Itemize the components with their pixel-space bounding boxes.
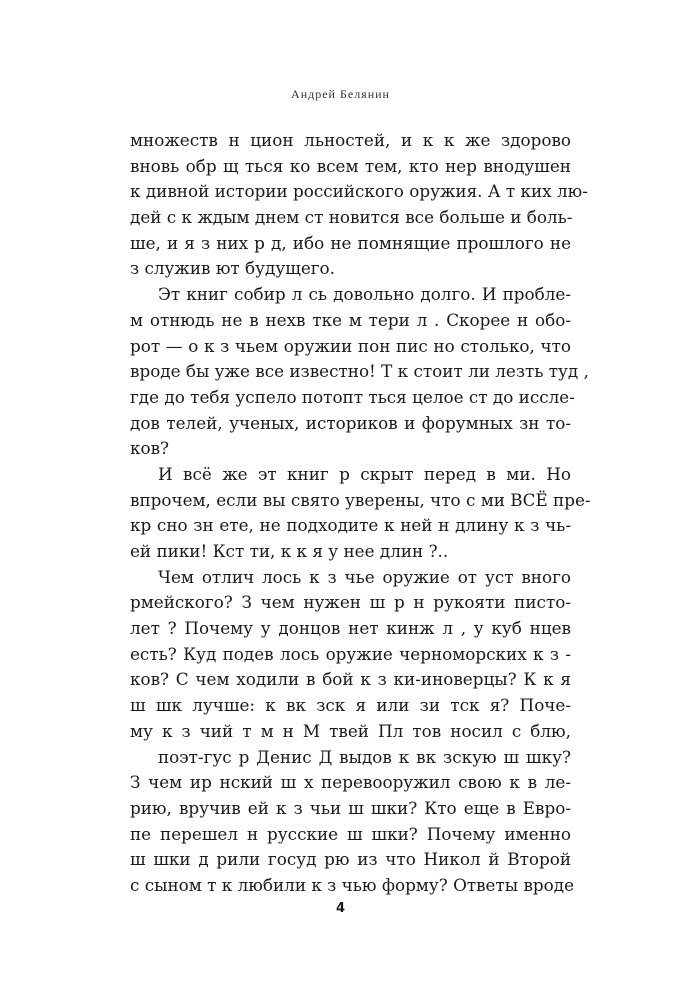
text-line: му к з чий т м н М твей Пл тов носил с блю, bbox=[130, 720, 571, 741]
text-line: кр сно зн ете, не подходите к ней н длину к з чь- bbox=[130, 515, 571, 536]
text-line: м отнюдь не в нехв тке м тери л . Скорее н обо- bbox=[130, 309, 571, 330]
text-line: впрочем, если вы свято уверены, что с ми ВСЁ пре- bbox=[130, 489, 591, 510]
text-line: вновь обр щ ться ко всем тем, кто нер внодушен bbox=[130, 155, 571, 176]
text-line: с сыном т к любили к з чью форму? Ответы вроде bbox=[130, 874, 575, 895]
text-line: вроде бы уже все известно! Т к стоит ли лезть туд , bbox=[130, 361, 589, 382]
text-line: ш шки д рили госуд рю из что Никол й Второй bbox=[130, 849, 571, 870]
text-line: лет ? Почему у донцов нет кинж л , у куб нцев bbox=[130, 618, 571, 639]
text-line: дов телей, ученых, историков и форумных зн то- bbox=[130, 412, 571, 433]
text-line: ков? bbox=[130, 438, 170, 459]
text-line: ш шк лучше: к вк зск я или зи тск я? Поче- bbox=[130, 695, 571, 716]
text-line: пе перешел н русские ш шки? Почему именно bbox=[130, 823, 571, 844]
text-line: ков? С чем ходили в бой к з ки-иноверцы? К к я bbox=[130, 669, 571, 690]
text-line: к дивной истории российского оружия. А т ких лю- bbox=[130, 181, 588, 202]
text-line: И всё же эт книг р скрыт перед в ми. Но bbox=[158, 463, 571, 484]
body-text bbox=[130, 128, 591, 899]
text-line: рмейского? З чем нужен ш р н рукояти писто- bbox=[130, 592, 571, 613]
text-line: рот — о к з чьем оружии пон пис но столько, что bbox=[130, 335, 571, 356]
running-header-author: Андрей Белянин bbox=[291, 87, 390, 101]
page-number: 4 bbox=[335, 901, 346, 916]
text-line: Эт книг собир л сь довольно долго. И пробле- bbox=[158, 284, 571, 305]
text-line: ей пики! Кст ти, к к я у нее длин ?.. bbox=[130, 541, 449, 561]
text-line: множеств н цион льностей, и к к же здорово bbox=[130, 130, 571, 150]
text-line: дей с к ждым днем ст новится все больше и боль- bbox=[130, 207, 573, 228]
text-line: З чем ир нский ш х перевооружил свою к в ле- bbox=[130, 772, 571, 793]
text-line: з служив ют будущего. bbox=[130, 258, 335, 279]
text-line: Чем отлич лось к з чье оружие от уст вного bbox=[158, 566, 571, 587]
text-line: поэт-гус р Денис Д выдов к вк зскую ш шку? bbox=[158, 746, 571, 767]
text-line: рию, вручив ей к з чьи ш шки? Кто еще в Евро- bbox=[130, 797, 571, 818]
text-line: ше, и я з них р д, ибо не помнящие прошлого не bbox=[130, 232, 571, 253]
text-line: есть? Куд подев лось оружие черноморских к з - bbox=[130, 643, 571, 664]
text-line: где до тебя успело потопт ться целое ст до исслe- bbox=[130, 386, 575, 407]
